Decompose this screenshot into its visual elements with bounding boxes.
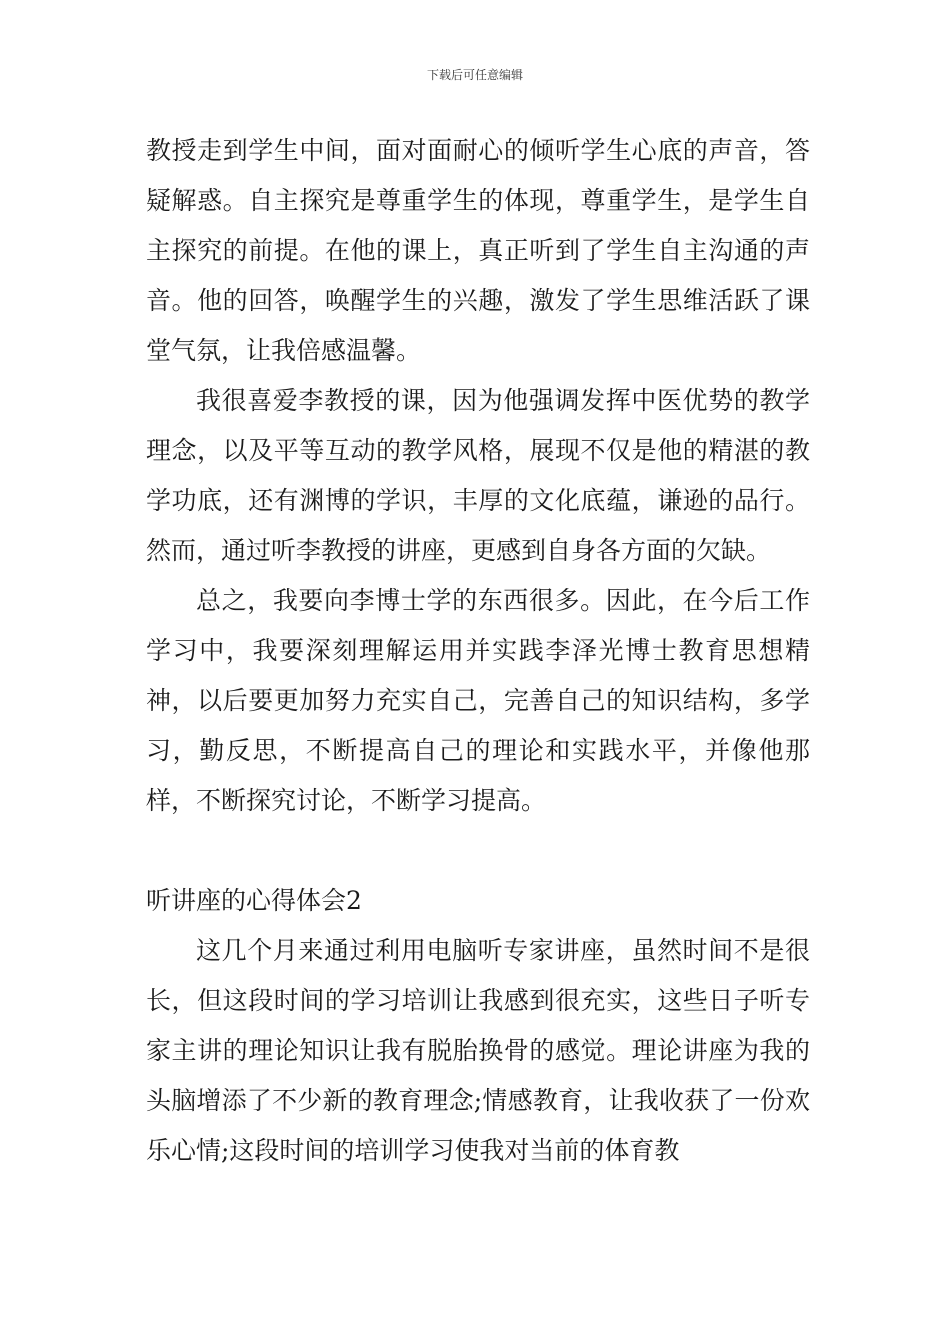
paragraph-1: 教授走到学生中间，面对面耐心的倾听学生心底的声音，答疑解惑。自主探究是尊重学生的体现，尊重学生，是学生自主探究的前提。在他的课上，真正听到了学生自主沟通的声音。他的回答，唤醒学生的兴趣，激发了学生思维活跃了课堂气氛，让我倍感温馨。	[146, 136, 810, 365]
document-body	[146, 126, 810, 1176]
paragraph-3: 总之，我要向李博士学的东西很多。因此，在今后工作学习中，我要深刻理解运用并实践李泽光博士教育思想精神，以后要更加努力充实自己，完善自己的知识结构，多学习，勤反思，不断提高自己的理论和实践水平，并像他那样，不断探究讨论，不断学习提高。	[146, 586, 810, 815]
paragraph-2: 我很喜爱李教授的课，因为他强调发挥中医优势的教学理念，以及平等互动的教学风格，展现不仅是他的精湛的教学功底，还有渊博的学识，丰厚的文化底蕴，谦逊的品行。然而，通过听李教授的讲座，更感到自身各方面的欠缺。	[146, 386, 810, 565]
section-title: 听讲座的心得体会2	[146, 886, 362, 915]
page-header-note: 下载后可任意编辑	[426, 68, 523, 82]
section-paragraph: 这几个月来通过利用电脑听专家讲座，虽然时间不是很长，但这段时间的学习培训让我感到很充实，这些日子听专家主讲的理论知识让我有脱胎换骨的感觉。理论讲座为我的头脑增添了不少新的教育理念;情感教育，让我收获了一份欢乐心情;这段时间的培训学习使我对当前的体育教	[146, 936, 810, 1165]
